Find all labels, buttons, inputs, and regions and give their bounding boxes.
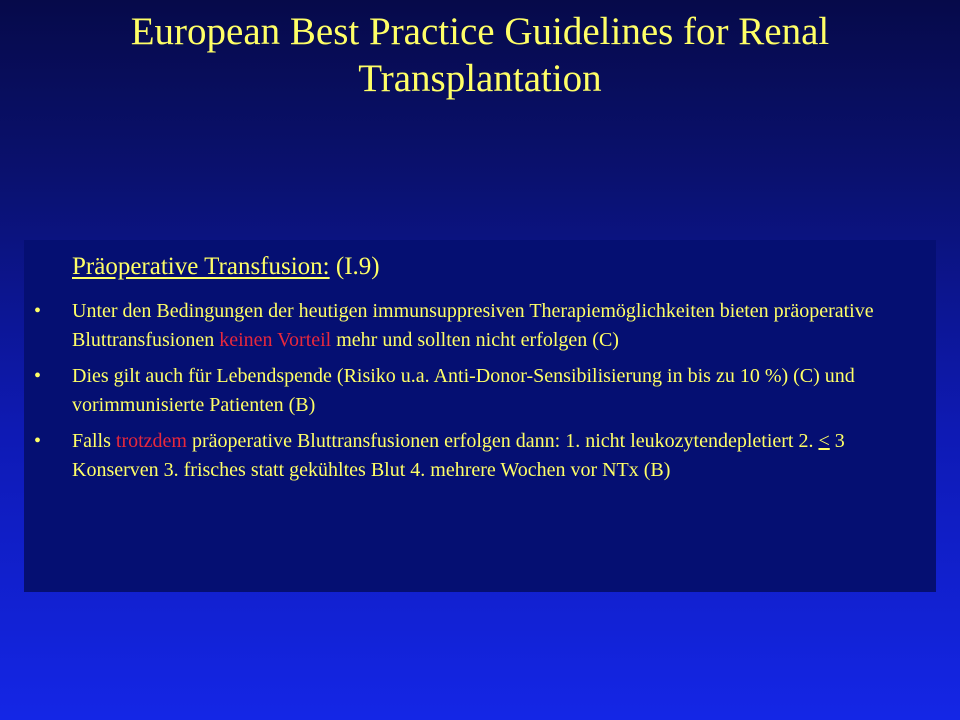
bullet-icon: • <box>34 430 42 452</box>
bullet-text: mehr und sollten nicht erfolgen (C) <box>331 329 619 351</box>
bullet-highlight: keinen Vorteil <box>219 329 332 351</box>
bullet-text: 3 Konserven 3. frisches statt gekühltes Blut 4. mehrere Wochen vor NTx (B) <box>72 430 845 481</box>
bullet-icon: • <box>34 365 42 387</box>
bullet-highlight: trotzdem <box>115 430 187 452</box>
subtitle-reference: (I.9) <box>329 253 380 280</box>
bullet-icon: • <box>34 300 42 322</box>
bullet-item <box>34 427 932 485</box>
section-subtitle <box>72 252 380 282</box>
bullet-text: Unter den Bedingungen der heutigen immunsuppresiven Therapiemöglichkeiten bieten präoperative Bluttransfusionen <box>72 300 874 351</box>
subtitle-underlined: Präoperative Transfusion: <box>72 253 330 280</box>
bullet-item <box>34 362 932 420</box>
slide-title: European Best Practice Guidelines for Renal Transplantation <box>130 10 830 100</box>
bullet-text: Dies gilt auch für Lebendspende (Risiko u.a. Anti-Donor-Sensibilisierung in bis zu 10 %) (C) und vorimmunisierte Patienten (B) <box>72 365 855 416</box>
less-than-symbol: < <box>818 430 830 452</box>
bullet-list <box>34 297 932 492</box>
bullet-text: präoperative Bluttransfusionen erfolgen dann: 1. nicht leukozytendepletiert 2. <box>187 430 819 452</box>
bullet-text: Falls <box>72 430 116 452</box>
content-box <box>24 240 936 592</box>
bullet-item <box>34 297 932 355</box>
